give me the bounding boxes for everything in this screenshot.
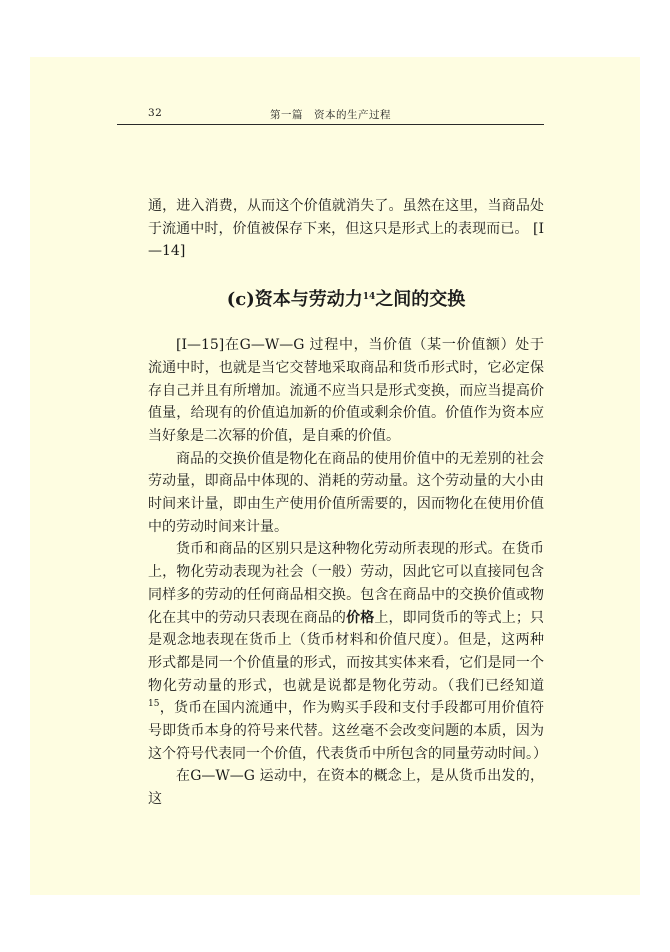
running-head: 第一篇 资本的生产过程 [270,109,391,121]
paragraph-2: 商品的交换价值是物化在商品的使用价值中的无差别的社会劳动量，即商品中体现的、消耗的劳动量。这个劳动量的大小由时间来计量，即由生产使用价值所需要的，因而物化在使用价值中的劳动时间来计量。 [148,450,544,535]
paragraph-4: 在G—W—G 运动中，在资本的概念上，是从货币出发的，这 [148,768,544,808]
footnote-ref-14[interactable]: 14 [362,292,376,303]
page-number: 32 [148,107,163,119]
paragraph-3 [148,538,547,765]
section-title-label-end: 之间的交换 [375,289,466,311]
footnote-ref-15[interactable]: 15 [148,699,160,710]
paragraph-3-text-c: ，货币在国内流通中，作为购买手段和支付手段都可用价值符号即货币本身的符号来代替。这丝毫不会改变问题的本质，因为这个符号代表同一个价值，代表货币中所包含的同量劳动时间。） [148,700,547,762]
carryover-paragraph: 通，进入消费，从而这个价值就消失了。虽然在这里，当商品处于流通中时，价值被保存下来，但这只是形式上的表现而已。 [I—14] [148,198,544,260]
page-body [148,195,547,811]
paragraph-3-text-b: 上，即同货币的等式上；只是观念地表现在货币上（货币材料和价值尺度）。但是，这两种形式都是同一个价值量的形式，而按其实体来看，它们是同一个物化劳动量的形式，也就是说都是物化劳动。（我们已经知道 [148,609,545,694]
price-term-bold: 价格 [346,609,375,626]
section-title-label: (c)资本与劳动力 [226,289,363,311]
section-title [148,288,544,312]
paragraph-3-text-a: 货币和商品的区别只是这种物化劳动所表现的形式。在货币上，物化劳动表现为社会（一般）劳动，因此它可以直接同包含同样多的劳动的任何商品相交换。包含在商品中的交换价值或物化在其中的劳动只表现在商品的 [148,541,544,626]
paragraph-1: [I—15]在G—W—G 过程中，当价值（某一价值额）处于流通中时，也就是当它交替地采取商品和货币形式时，它必定保存自己并且有所增加。流通不应当只是形式变换，而应当提高价值量，给现有的价值追加新的价值或剩余价值。价值作为资本应当好象是二次幂的价值，是自乘的价值。 [148,337,544,444]
page-header [117,104,544,125]
